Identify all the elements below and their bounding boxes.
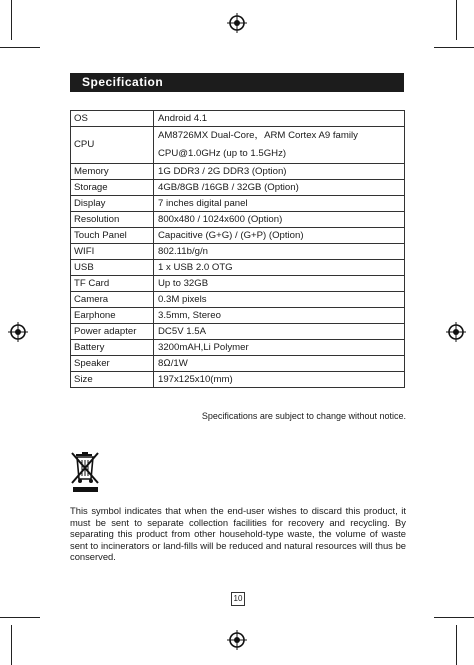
spec-row <box>71 308 405 324</box>
spec-row <box>71 212 405 228</box>
spec-key: Size <box>71 372 154 388</box>
spec-key: Camera <box>71 292 154 308</box>
crop-mark <box>434 47 474 48</box>
spec-key: USB <box>71 260 154 276</box>
crop-mark <box>11 625 12 665</box>
spec-value <box>154 228 405 244</box>
spec-value-line: 3200mAH,Li Polymer <box>158 341 249 353</box>
spec-row <box>71 340 405 356</box>
recycling-paragraph: This symbol indicates that when the end-user wishes to discard this product, it must be sent to separate collection facilities for recovery and recycling. By separating this product from other household-type waste, the volume of waste sent to incinerators or land-fills will be reduced and natural resources will thus be conserved. <box>70 505 406 562</box>
spec-key: WIFI <box>71 244 154 260</box>
spec-key: Resolution <box>71 212 154 228</box>
spec-change-notice: Specifications are subject to change without notice. <box>201 411 406 421</box>
spec-value-line: 197x125x10(mm) <box>158 373 233 385</box>
spec-value-line: 1G DDR3 / 2G DDR3 (Option) <box>158 165 287 177</box>
spec-value <box>154 244 405 260</box>
spec-value-line: 7 inches digital panel <box>158 197 248 209</box>
crop-mark <box>456 0 457 40</box>
spec-value <box>154 127 405 164</box>
spec-value <box>154 372 405 388</box>
spec-row <box>71 372 405 388</box>
spec-row <box>71 356 405 372</box>
spec-value-line: CPU@1.0GHz (up to 1.5GHz) <box>158 148 287 159</box>
spec-value-line: 4GB/8GB /16GB / 32GB (Option) <box>158 181 299 193</box>
spec-row <box>71 196 405 212</box>
spec-row <box>71 127 405 164</box>
spec-value <box>154 260 405 276</box>
spec-row <box>71 111 405 127</box>
spec-value-line: Up to 32GB <box>158 277 209 289</box>
spec-row <box>71 260 405 276</box>
spec-key: Touch Panel <box>71 228 154 244</box>
spec-row <box>71 324 405 340</box>
spec-value-line: Capacitive (G+G) / (G+P) (Option) <box>158 229 304 241</box>
registration-mark-icon <box>446 322 466 342</box>
spec-row <box>71 228 405 244</box>
spec-value <box>154 308 405 324</box>
spec-row <box>71 164 405 180</box>
spec-value-line: AM8726MX Dual-Core，ARM Cortex A9 family <box>158 130 358 141</box>
spec-key: OS <box>71 111 154 127</box>
spec-key: CPU <box>71 127 154 164</box>
spec-key: Speaker <box>71 356 154 372</box>
spec-value-line: 800x480 / 1024x600 (Option) <box>158 213 283 225</box>
spec-row <box>71 180 405 196</box>
spec-key: Battery <box>71 340 154 356</box>
spec-key: Earphone <box>71 308 154 324</box>
spec-row <box>71 292 405 308</box>
spec-value <box>154 196 405 212</box>
section-title: Specification <box>70 73 404 92</box>
spec-value-line: 802.11b/g/n <box>158 245 208 257</box>
registration-mark-icon <box>227 630 247 650</box>
spec-value <box>154 292 405 308</box>
spec-value <box>154 164 405 180</box>
registration-mark-icon <box>227 13 247 33</box>
spec-value-line: 8Ω/1W <box>158 357 188 369</box>
crop-mark <box>434 617 474 618</box>
spec-key: Power adapter <box>71 324 154 340</box>
spec-key: Display <box>71 196 154 212</box>
crossed-out-wheelie-bin-icon <box>70 451 102 493</box>
spec-value <box>154 324 405 340</box>
crop-mark <box>0 47 40 48</box>
spec-value <box>154 276 405 292</box>
spec-row <box>71 244 405 260</box>
crop-mark <box>0 617 40 618</box>
spec-value-line: Android 4.1 <box>158 112 208 124</box>
spec-value <box>154 180 405 196</box>
crop-mark <box>456 625 457 665</box>
spec-value-line: 3.5mm, Stereo <box>158 309 221 321</box>
page-number: 10 <box>231 592 245 606</box>
crop-mark <box>11 0 12 40</box>
spec-key: Memory <box>71 164 154 180</box>
registration-mark-icon <box>8 322 28 342</box>
spec-row <box>71 276 405 292</box>
spec-value <box>154 212 405 228</box>
spec-value-line: DC5V 1.5A <box>158 325 206 337</box>
spec-table <box>70 110 405 388</box>
spec-key: TF Card <box>71 276 154 292</box>
spec-value <box>154 356 405 372</box>
spec-value <box>154 111 405 127</box>
spec-value <box>154 340 405 356</box>
spec-value-line: 1 x USB 2.0 OTG <box>158 261 233 273</box>
spec-value-line: 0.3M pixels <box>158 293 207 305</box>
spec-key: Storage <box>71 180 154 196</box>
